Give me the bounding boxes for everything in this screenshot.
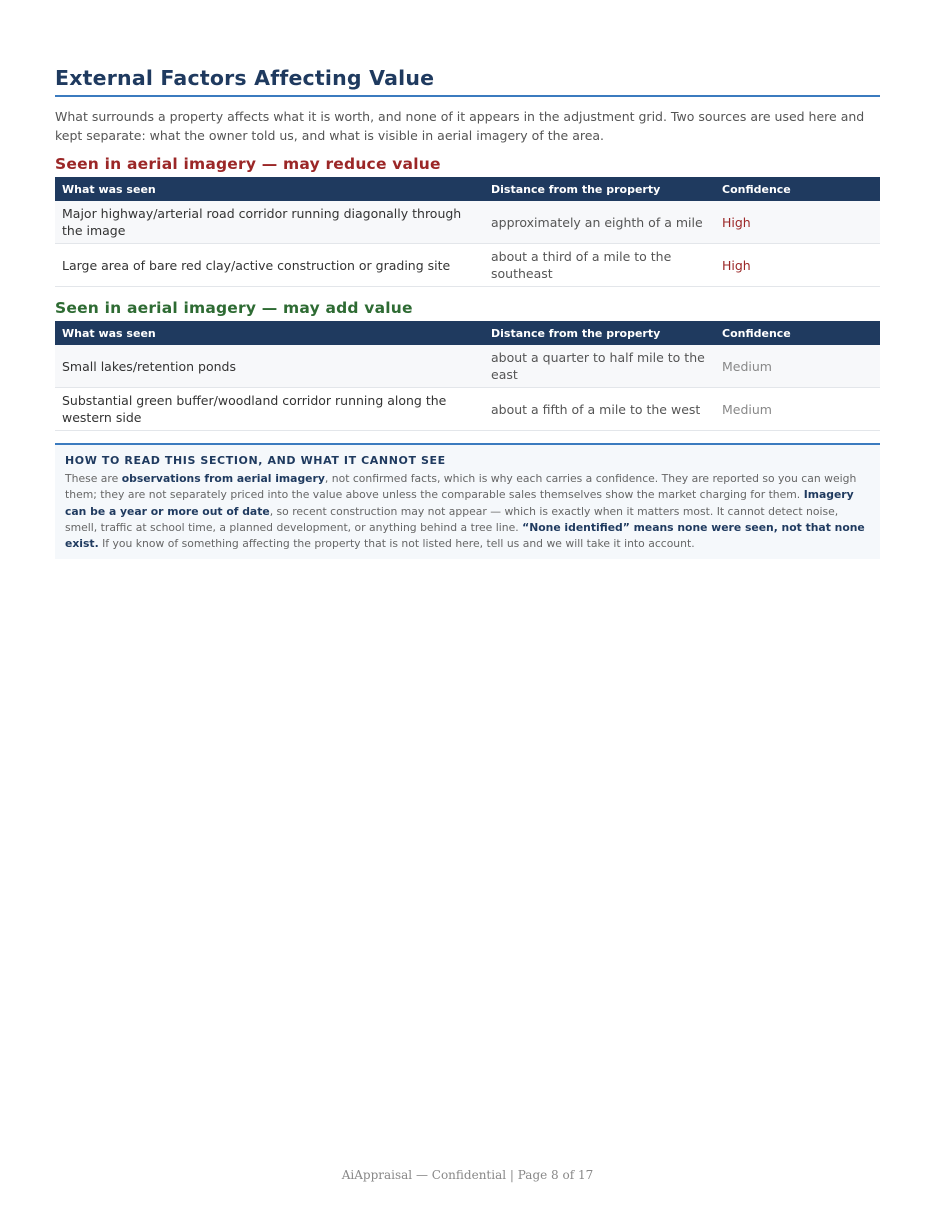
add-section-heading: Seen in aerial imagery — may add value: [55, 299, 413, 317]
note-emphasis: “None identified” means none were seen, not that none exist.: [65, 520, 865, 551]
confidence-cell: Medium: [715, 388, 880, 431]
note-emphasis: observations from aerial imagery: [121, 472, 325, 486]
table-row: [55, 345, 880, 388]
seen-cell: Substantial green buffer/woodland corridor running along the western side: [55, 388, 484, 431]
page-title: External Factors Affecting Value: [55, 66, 880, 97]
table-header-row: [55, 177, 880, 201]
distance-cell: about a quarter to half mile to the east: [484, 345, 715, 388]
note-text: , so recent construction may not appear — which is exactly when it matters most. It cannot detect noise, smell, traffic at school time, a planned development, or anything behind a tree line.: [65, 504, 839, 534]
note-text: , not confirmed facts, which is why each carries a confidence. They are reported so you can weigh them; they are not separately priced into the value above unless the comparable sales themselves show the market charging for them.: [65, 472, 857, 502]
table-row: [55, 388, 880, 431]
note-text: If you know of something affecting the property that is not listed here, tell us and we will take it into account.: [98, 537, 695, 551]
reduce-section-heading: Seen in aerial imagery — may reduce value: [55, 155, 441, 173]
note-body: [65, 471, 870, 552]
page: [55, 66, 880, 559]
confidence-cell: High: [715, 244, 880, 287]
intro-paragraph: What surrounds a property affects what it is worth, and none of it appears in the adjustment grid. Two sources are used here and kept separate: what the owner told us, and what is visible in aerial imagery of the area.: [55, 109, 865, 143]
column-header-confidence: Confidence: [715, 321, 880, 345]
table-row: [55, 244, 880, 287]
column-header-distance: Distance from the property: [484, 321, 715, 345]
page-footer: AiAppraisal — Confidential | Page 8 of 17: [341, 1168, 594, 1182]
confidence-cell: High: [715, 201, 880, 244]
column-header-seen: What was seen: [55, 177, 484, 201]
seen-cell: Small lakes/retention ponds: [55, 345, 484, 388]
column-header-seen: What was seen: [55, 321, 484, 345]
seen-cell: Major highway/arterial road corridor running diagonally through the image: [55, 201, 484, 244]
add-table: [55, 321, 880, 431]
distance-cell: about a third of a mile to the southeast: [484, 244, 715, 287]
distance-cell: about a fifth of a mile to the west: [484, 388, 715, 431]
note-emphasis: Imagery can be a year or more out of date: [65, 488, 854, 518]
confidence-cell: Medium: [715, 345, 880, 388]
note-text: These are: [65, 472, 122, 486]
how-to-read-note: [55, 443, 880, 559]
column-header-confidence: Confidence: [715, 177, 880, 201]
reduce-table: [55, 177, 880, 287]
distance-cell: approximately an eighth of a mile: [484, 201, 715, 244]
column-header-distance: Distance from the property: [484, 177, 715, 201]
table-header-row: [55, 321, 880, 345]
seen-cell: Large area of bare red clay/active construction or grading site: [55, 244, 484, 287]
table-row: [55, 201, 880, 244]
note-title: HOW TO READ THIS SECTION, AND WHAT IT CANNOT SEE: [65, 454, 446, 467]
